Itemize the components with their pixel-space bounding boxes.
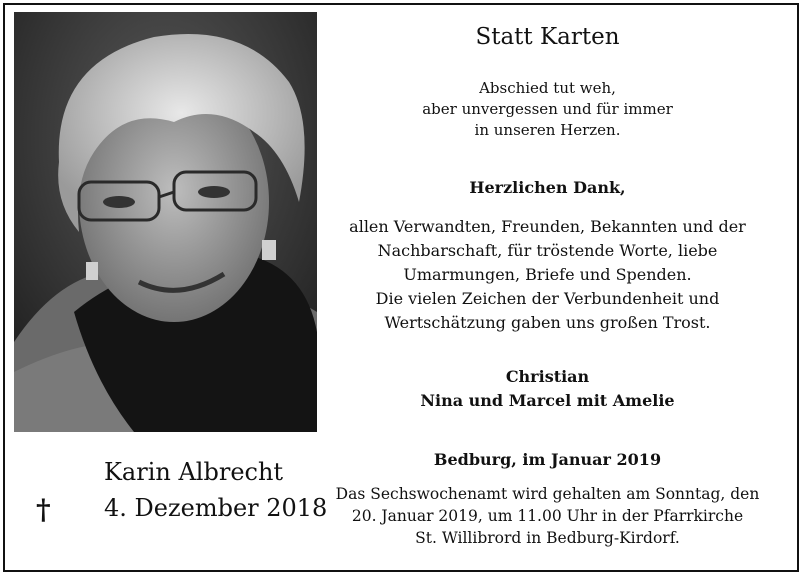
thanks-body [330, 215, 765, 335]
service-line: St. Willibrord in Bedburg-Kirdorf. [415, 529, 680, 547]
notice-heading: Statt Karten [475, 24, 620, 50]
thanks-title: Herzlichen Dank, [469, 178, 626, 197]
family-line: Nina und Marcel mit Amelie [420, 391, 675, 410]
verse-line: in unseren Herzen. [474, 121, 621, 139]
cross-icon: † [36, 493, 51, 526]
deceased-name: Karin Albrecht [104, 458, 284, 486]
death-date: 4. Dezember 2018 [104, 494, 328, 522]
place-date: Bedburg, im Januar 2019 [433, 450, 662, 469]
family-signature [330, 365, 765, 413]
thanks-line: Nachbarschaft, für tröstende Worte, liebe [377, 241, 718, 260]
verse [330, 78, 765, 141]
service-line: Das Sechswochenamt wird gehalten am Sonntag, den [335, 485, 760, 503]
thanks-line: Umarmungen, Briefe und Spenden. [403, 265, 692, 284]
thanks-line: Wertschätzung gaben uns großen Trost. [384, 313, 711, 332]
service-line: 20. Januar 2019, um 11.00 Uhr in der Pfarrkirche [351, 507, 744, 525]
thanks-line: allen Verwandten, Freunden, Bekannten und der [349, 217, 746, 236]
service-info [330, 483, 765, 549]
family-line: Christian [505, 367, 590, 386]
verse-line: aber unvergessen und für immer [422, 100, 673, 118]
thanks-line: Die vielen Zeichen der Verbundenheit und [375, 289, 720, 308]
verse-line: Abschied tut weh, [479, 79, 616, 97]
portrait-photo [14, 12, 317, 432]
